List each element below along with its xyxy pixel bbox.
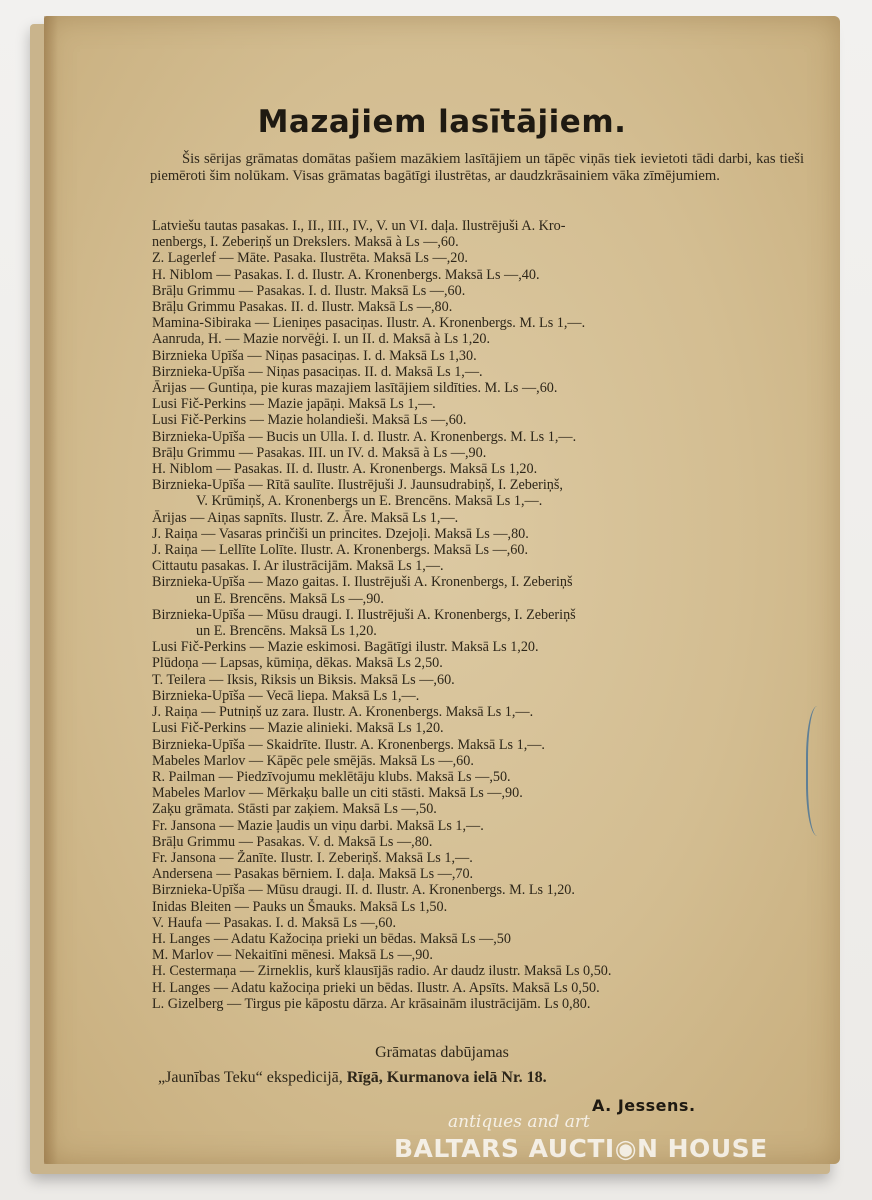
book-entry: Lusi Fič-Perkins — Mazie alinieki. Maksā Ls 1,20. <box>152 720 444 737</box>
book-entry: Mabeles Marlov — Kāpēc pele smējās. Maksā Ls —,60. <box>152 752 474 769</box>
book-entry: H. Niblom — Pasakas. II. d. Ilustr. A. Kronenbergs. Maksā Ls 1,20. <box>152 461 538 478</box>
book-entry: R. Pailman — Piedzīvojumu meklētāju klubs. Maksā Ls —,50. <box>152 768 511 785</box>
book-entry: Zaķu grāmata. Stāsti par zaķiem. Maksā Ls —,50. <box>152 801 437 818</box>
book-entry: Fr. Jansona — Mazie ļaudis un viņu darbi. Maksā Ls 1,—. <box>152 817 484 834</box>
book-entry: Birznieka-Upīša — Rītā saulīte. Ilustrējuši J. Jaunsudrabiņš, I. Zeberiņš, <box>152 477 563 494</box>
book-entry: Birznieka-Upīša — Bucis un Ulla. I. d. Ilustr. A. Kronenbergs. M. Ls 1,—. <box>152 428 577 445</box>
book-entry: Ārijas — Aiņas sapnīts. Ilustr. Z. Āre. Maksā Ls 1,—. <box>152 509 459 526</box>
distributor-address: Rīgā, Kurmanova ielā Nr. 18. <box>346 1069 547 1086</box>
availability-note: Grāmatas dabūjamas <box>375 1044 509 1061</box>
book-entry: Mamina-Sibiraka — Lieniņes pasaciņas. Ilustr. A. Kronenbergs. M. Ls 1,—. <box>152 315 586 332</box>
book-entry: Plūdoņa — Lapsas, kūmiņa, dēkas. Maksā Ls 2,50. <box>152 655 443 672</box>
book-entry: V. Krūmiņš, A. Kronenbergs un E. Brencēns. Maksā Ls 1,—. <box>196 493 543 510</box>
book-entry: J. Raiņa — Lellīte Lolīte. Ilustr. A. Kronenbergs. Maksā Ls —,60. <box>152 542 529 559</box>
availability-address <box>158 1069 818 1087</box>
book-entry: Brāļu Grimmu — Pasakas. I. d. Ilustr. Maksā Ls —,60. <box>152 282 466 299</box>
book-entry: Birznieka-Upīša — Mazo gaitas. I. Ilustrējuši A. Kronenbergs, I. Zeberiņš <box>152 574 573 591</box>
book-entry: J. Raiņa — Putniņš uz zara. Ilustr. A. Kronenbergs. Maksā Ls 1,—. <box>152 704 534 721</box>
book-entry: Lusi Fič-Perkins — Mazie eskimosi. Bagātīgi ilustr. Maksā Ls 1,20. <box>152 639 539 656</box>
page-title: Mazajiem lasītājiem. <box>257 104 627 140</box>
book-entry: Birznieka-Upīša — Vecā liepa. Maksā Ls 1,—. <box>152 687 420 704</box>
book-entry: Birznieka-Upīša — Niņas pasaciņas. II. d. Maksā Ls 1,—. <box>152 363 483 380</box>
book-entry: Z. Lagerlef — Māte. Pasaka. Ilustrēta. Maksā Ls —,20. <box>152 250 468 267</box>
book-entry: L. Gizelberg — Tirgus pie kāpostu dārza. Ar krāsainām ilustrācijām. Ls 0,80. <box>152 995 591 1012</box>
book-entry: Lusi Fič-Perkins — Mazie holandieši. Maksā Ls —,60. <box>152 412 467 429</box>
book-entry: Brāļu Grimmu — Pasakas. V. d. Maksā Ls —,80. <box>152 833 433 850</box>
book-entry: Brāļu Grimmu Pasakas. II. d. Ilustr. Maksā Ls —,80. <box>152 299 453 316</box>
book-entry: Lusi Fič-Perkins — Mazie japāņi. Maksā Ls 1,—. <box>152 396 436 413</box>
book-entry: Cittautu pasakas. I. Ar ilustrācijām. Maksā Ls 1,—. <box>152 558 444 575</box>
page-fold-shadow <box>44 16 58 1164</box>
watermark-logo: BALTARS AUCTI◉N HOUSE <box>394 1134 768 1163</box>
watermark-tagline: antiques and art <box>448 1112 590 1132</box>
book-entry: Fr. Jansona — Žanīte. Ilustr. I. Zeberiņš. Maksā Ls 1,—. <box>152 849 473 866</box>
distributor-name: „Jaunības Teku“ ekspedicijā, <box>158 1069 343 1086</box>
book-entry: Mabeles Marlov — Mērkaķu balle un citi stāsti. Maksā Ls —,90. <box>152 785 523 802</box>
book-entry: Birznieka-Upīša — Mūsu draugi. I. Ilustrējuši A. Kronenbergs, I. Zeberiņš <box>152 606 576 623</box>
book-entry: Ārijas — Guntiņa, pie kuras mazajiem lasītājiem sildīties. M. Ls —,60. <box>152 380 558 397</box>
book-entry: J. Raiņa — Vasaras prinčiši un princites. Dzejoļi. Maksā Ls —,80. <box>152 525 529 542</box>
book-entry: Latviešu tautas pasakas. I., II., III., IV., V. un VI. daļa. Ilustrējuši A. Kro- <box>152 218 566 234</box>
book-entry: Inidas Bleiten — Pauks un Šmauks. Maksā Ls 1,50. <box>152 898 448 915</box>
publisher-name: A. Jessens. <box>592 1096 696 1115</box>
book-list <box>152 218 812 1012</box>
book-entry: M. Marlov — Nekaitīni mēnesi. Maksā Ls —,90. <box>152 947 433 964</box>
book-entry: Brāļu Grimmu — Pasakas. III. un IV. d. Maksā à Ls —,90. <box>152 444 487 461</box>
intro-paragraph: Šis sērijas grāmatas domātas pašiem mazākiem lasītājiem un tāpēc viņās tiek ievietoti tādi darbi, kas tieši piemēroti šim nolūkam. Visas grāmatas bagātīgi ilustrētas, ar daudzkrāsainiem vāka zīmējumiem. <box>150 151 804 184</box>
book-entry: nenbergs, I. Zeberiņš un Drekslers. Maksā à Ls —,60. <box>152 234 459 251</box>
book-entry: Aanruda, H. — Mazie norvēģi. I. un II. d. Maksā à Ls 1,20. <box>152 331 491 348</box>
book-entry: Birznieka Upīša — Niņas pasaciņas. I. d. Maksā Ls 1,30. <box>152 347 477 364</box>
book-entry: Andersena — Pasakas bērniem. I. daļa. Maksā Ls —,70. <box>152 866 474 883</box>
book-entry: un E. Brencēns. Maksā Ls 1,20. <box>196 623 377 640</box>
book-entry: T. Teilera — Iksis, Riksis un Biksis. Maksā Ls —,60. <box>152 671 455 688</box>
book-entry: H. Langes — Adatu Kažociņa prieki un bēdas. Maksā Ls —,50 <box>152 930 511 947</box>
book-entry: H. Cestermaņa — Zirneklis, kurš klausījās radio. Ar daudz ilustr. Maksā Ls 0,50. <box>152 963 612 980</box>
book-entry: V. Haufa — Pasakas. I. d. Maksā Ls —,60. <box>152 914 397 931</box>
book-entry: Birznieka-Upīša — Mūsu draugi. II. d. Ilustr. A. Kronenbergs. M. Ls 1,20. <box>152 882 575 899</box>
book-entry: Birznieka-Upīša — Skaidrīte. Ilustr. A. Kronenbergs. Maksā Ls 1,—. <box>152 736 545 753</box>
book-entry: un E. Brencēns. Maksā Ls —,90. <box>196 590 384 607</box>
book-entry: H. Niblom — Pasakas. I. d. Ilustr. A. Kronenbergs. Maksā Ls —,40. <box>152 266 540 283</box>
book-entry: H. Langes — Adatu kažociņa prieki un bēdas. Ilustr. A. Apsīts. Maksā Ls 0,50. <box>152 979 600 996</box>
booklet-back-cover <box>44 16 840 1164</box>
